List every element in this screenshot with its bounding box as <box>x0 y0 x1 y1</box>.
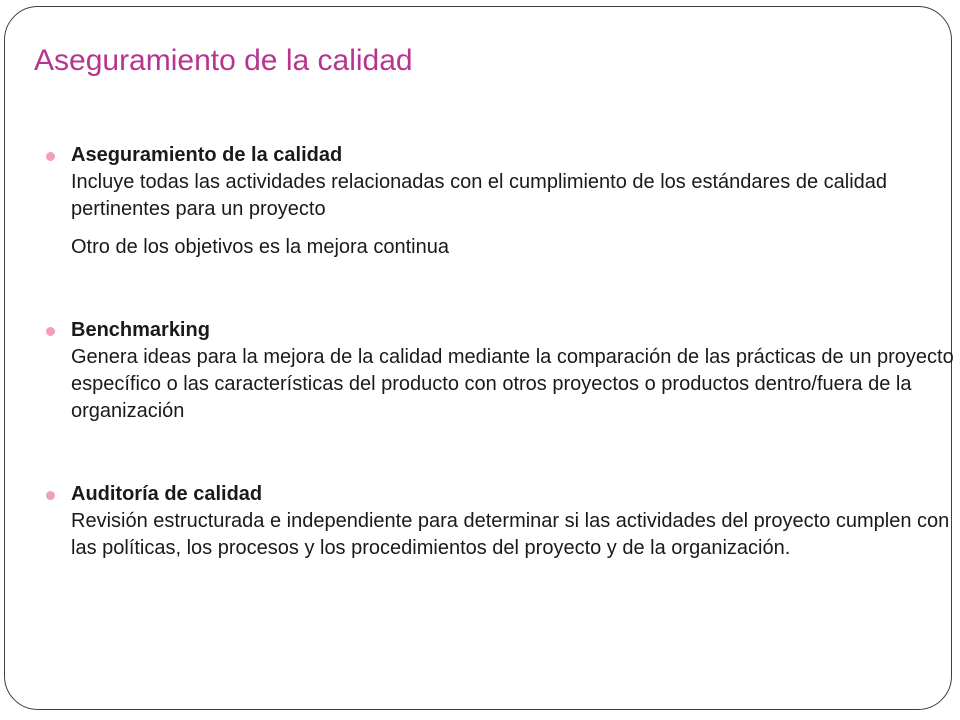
bullet-item-quality-audit <box>44 481 960 562</box>
bullet-heading: Benchmarking <box>71 319 210 341</box>
bullet-dot-icon <box>46 152 55 161</box>
bullet-item-quality-assurance <box>44 142 960 261</box>
bullet-dot-icon <box>46 491 55 500</box>
bullet-text: Revisión estructurada e independiente para determinar si las actividades del proyecto cumplen con las políticas, los procesos y los procedimientos del proyecto y de la organización. <box>71 510 950 559</box>
slide-title: Aseguramiento de la calidad <box>34 44 413 77</box>
bullet-text: Genera ideas para la mejora de la calidad mediante la comparación de las prácticas de un proyecto específico o las características del producto con otros proyectos o productos dentro/fuera de la organización <box>71 346 954 422</box>
bullet-item-benchmarking <box>44 317 960 425</box>
bullet-extra-text: Otro de los objetivos es la mejora continua <box>71 236 449 258</box>
bullet-heading: Auditoría de calidad <box>71 483 263 505</box>
bullet-heading: Aseguramiento de la calidad <box>71 144 343 166</box>
bullet-dot-icon <box>46 327 55 336</box>
bullet-text: Incluye todas las actividades relacionadas con el cumplimiento de los estándares de calidad pertinentes para un proyecto <box>71 171 888 220</box>
